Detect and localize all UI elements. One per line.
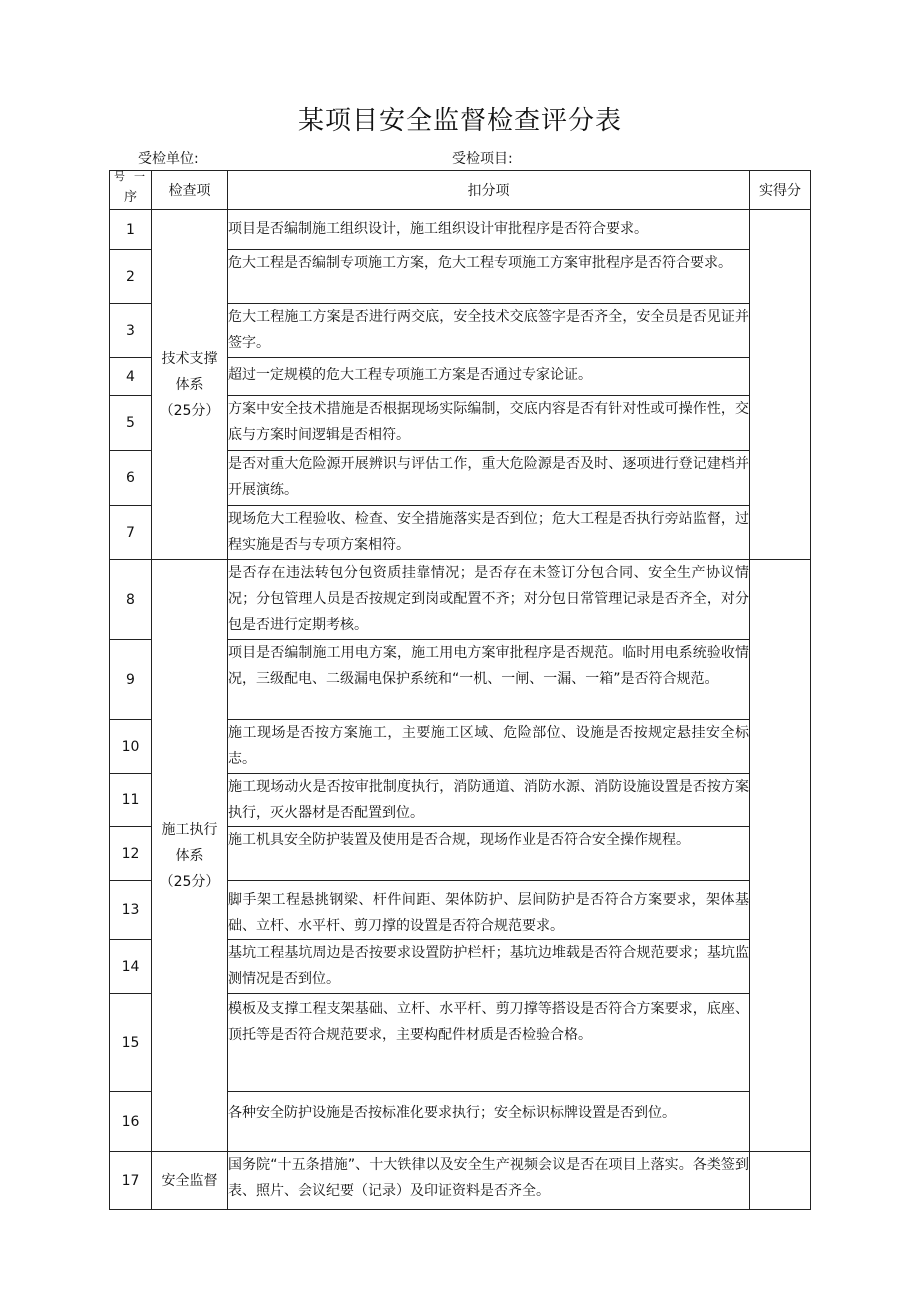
category-points: （25分） (159, 873, 220, 890)
row-no: 14 (110, 940, 152, 994)
row-no: 4 (110, 358, 152, 396)
row-text: 现场危大工程验收、检查、安全措施落实是否到位；危大工程是否执行旁站监督，过程实施是否与专项方案相符。 (228, 506, 750, 560)
row-no: 9 (110, 640, 152, 720)
row-text: 脚手架工程悬挑钢梁、杆件间距、架体防护、层间防护是否符合方案要求，架体基础、立杆、水平杆、剪刀撑的设置是否符合规范要求。 (228, 881, 750, 940)
row-no: 2 (110, 250, 152, 304)
row-no: 7 (110, 506, 152, 560)
row-no: 5 (110, 396, 152, 451)
row-no: 13 (110, 881, 152, 940)
row-text: 各种安全防护设施是否按标准化要求执行；安全标识标牌设置是否到位。 (228, 1092, 750, 1152)
row-no: 10 (110, 720, 152, 774)
row-no: 17 (110, 1152, 152, 1210)
category-cell (152, 1152, 228, 1210)
row-no: 1 (110, 210, 152, 250)
header-category: 检查项 (152, 171, 228, 210)
table-row (110, 560, 811, 640)
table-row (110, 210, 811, 250)
header-no (110, 171, 152, 210)
row-no: 6 (110, 451, 152, 506)
row-no: 8 (110, 560, 152, 640)
header-item: 扣分项 (228, 171, 750, 210)
page-title: 某项目安全监督检查评分表 (297, 106, 622, 136)
header-no-label: 序 (123, 190, 137, 205)
category-name: 施工执行 (161, 821, 218, 838)
table-row (110, 1152, 811, 1210)
category-name: 技术支撑 (161, 350, 218, 367)
row-text: 是否存在违法转包分包资质挂靠情况；是否存在未签订分包合同、安全生产协议情况；分包管理人员是否按规定到岗或配置不齐；对分包日常管理记录是否齐全，对分包是否进行定期考核。 (228, 560, 750, 640)
score-cell[interactable] (750, 1152, 811, 1210)
score-table (109, 170, 811, 1210)
row-text: 危大工程是否编制专项施工方案，危大工程专项施工方案审批程序是否符合要求。 (228, 250, 750, 304)
row-text: 方案中安全技术措施是否根据现场实际编制，交底内容是否有针对性或可操作性，交底与方案时间逻辑是否相符。 (228, 396, 750, 451)
row-text: 基坑工程基坑周边是否按要求设置防护栏杆；基坑边堆载是否符合规范要求；基坑监测情况是否到位。 (228, 940, 750, 994)
row-text: 超过一定规模的危大工程专项施工方案是否通过专家论证。 (228, 358, 750, 396)
category-cell (152, 560, 228, 1152)
row-text: 施工现场是否按方案施工，主要施工区域、危险部位、设施是否按规定悬挂安全标志。 (228, 720, 750, 774)
score-cell[interactable] (750, 210, 811, 560)
header-score: 实得分 (750, 171, 811, 210)
row-text: 模板及支撑工程支架基础、立杆、水平杆、剪刀撑等搭设是否符合方案要求，底座、顶托等是否符合规范要求，主要构配件材质是否检验合格。 (228, 994, 750, 1092)
row-text: 国务院“十五条措施”、十大铁律以及安全生产视频会议是否在项目上落实。各类签到表、照片、会议纪要（记录）及印证资料是否齐全。 (228, 1152, 750, 1210)
inspected-project-label: 受检项目: (452, 151, 513, 167)
category-points: （25分） (159, 402, 220, 419)
category-name: 体系 (175, 376, 204, 393)
row-text: 项目是否编制施工组织设计，施工组织设计审批程序是否符合要求。 (228, 210, 750, 250)
inspected-unit-label: 受检单位: (138, 151, 199, 167)
category-cell (152, 210, 228, 560)
row-text: 危大工程施工方案是否进行两交底，安全技术交底签字是否齐全，安全员是否见证并签字。 (228, 304, 750, 358)
row-text: 是否对重大危险源开展辨识与评估工作，重大危险源是否及时、逐项进行登记建档并开展演练。 (228, 451, 750, 506)
row-text: 施工现场动火是否按审批制度执行，消防通道、消防水源、消防设施设置是否按方案执行，灭火器材是否配置到位。 (228, 774, 750, 827)
row-no: 16 (110, 1092, 152, 1152)
row-no: 15 (110, 994, 152, 1092)
score-cell[interactable] (750, 560, 811, 1152)
row-no: 3 (110, 304, 152, 358)
table-header-row (110, 171, 811, 210)
row-text: 施工机具安全防护装置及使用是否合规，现场作业是否符合安全操作规程。 (228, 827, 750, 881)
header-no-dash: 一 (134, 170, 145, 183)
category-name: 体系 (175, 847, 204, 864)
row-no: 11 (110, 774, 152, 827)
row-no: 12 (110, 827, 152, 881)
category-name: 安全监督 (161, 1172, 218, 1189)
row-text: 项目是否编制施工用电方案，施工用电方案审批程序是否规范。临时用电系统验收情况，三级配电、二级漏电保护系统和“一机、一闸、一漏、一箱”是否符合规范。 (228, 640, 750, 720)
header-no-top: 号 (114, 170, 125, 183)
